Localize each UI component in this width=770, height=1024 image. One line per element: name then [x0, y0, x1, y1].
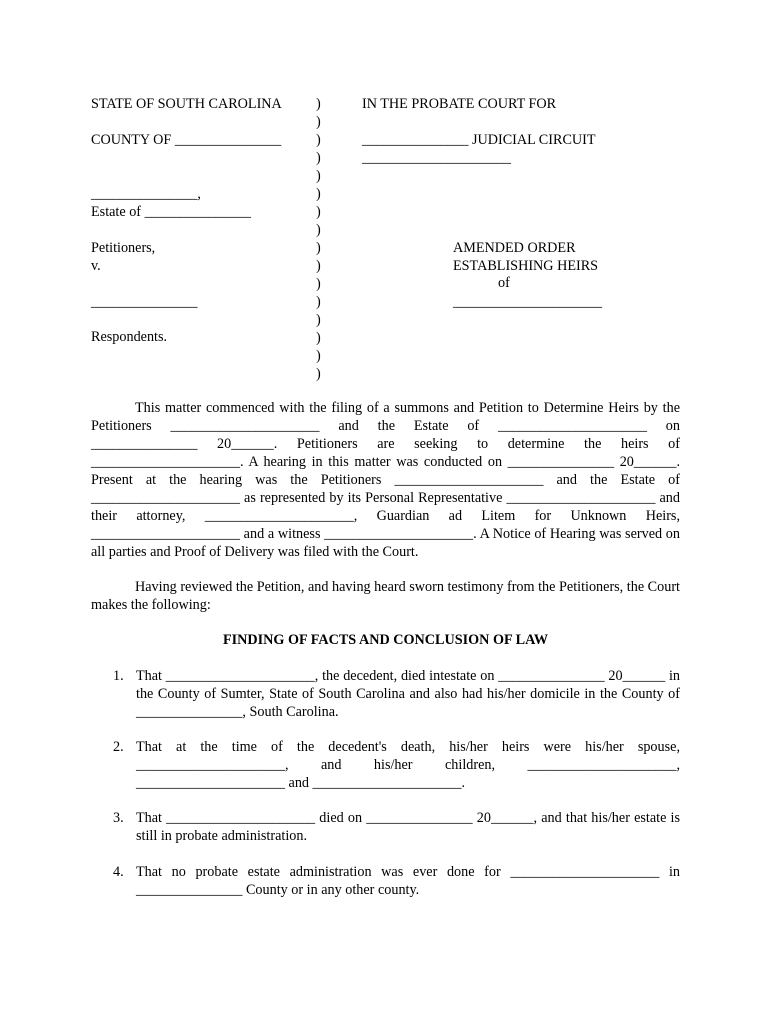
document-title-line3: of	[498, 275, 510, 291]
finding-text: That _____________________, the decedent, died intestate on _______________ 20______ in the County of Sumter, State of South Carolina and also had his/her domicile in the County of _______________, South Carolina.	[136, 668, 684, 720]
versus-label: v.	[91, 258, 101, 274]
caption-paren: )	[316, 204, 321, 220]
finding-number: 1.	[113, 668, 124, 684]
commencement-paragraph: This matter commenced with the filing of a summons and Petition to Determine Heirs by the Petitioners _____________________ and the Estate of _____________________ on _______________ 20______. Petitioners are seeking to determine the heirs of _____________________. A hearing in this matter was conducted on _______________ 20______. Present at the hearing was the Petitioners _____________________ and the Estate of _____________________ as represented by its Personal Representative _____________________ and their attorney, _____________________, Guardian ad Litem for Unknown Heirs, _____________________ and a witness _____________________. A Notice of Hearing was served on all parties and Proof of Delivery was filed with the Court.	[91, 400, 684, 560]
finding-number: 2.	[113, 739, 124, 755]
finding-number: 4.	[113, 864, 124, 880]
estate-of-label: Estate of _______________	[91, 204, 251, 220]
document-title-line2: ESTABLISHING HEIRS	[453, 258, 599, 274]
findings-heading: FINDING OF FACTS AND CONCLUSION OF LAW	[222, 632, 549, 648]
finding-number: 3.	[113, 810, 124, 826]
county-label: COUNTY OF _______________	[91, 132, 282, 148]
respondents-label: Respondents.	[91, 329, 168, 345]
caption-paren: )	[316, 330, 321, 346]
caption-paren: )	[316, 222, 321, 238]
caption-paren: )	[316, 348, 321, 364]
state-label: STATE OF SOUTH CAROLINA	[91, 96, 282, 112]
caption-paren: )	[316, 276, 321, 292]
review-paragraph: Having reviewed the Petition, and having heard sworn testimony from the Petitioners, the Court makes the following:	[91, 579, 684, 613]
caption-paren: )	[316, 114, 321, 130]
judicial-circuit-blank: _____________________	[362, 150, 511, 166]
finding-text: That _____________________ died on _______________ 20______, and that his/her estate is still in probate administration.	[136, 810, 684, 844]
caption-paren: )	[316, 168, 321, 184]
finding-text: That at the time of the decedent's death, his/her heirs were his/her spouse, _____________________, and his/her children, _____________________, _____________________ and _____________________.	[136, 739, 684, 791]
caption-paren: )	[316, 240, 321, 256]
caption-paren: )	[316, 312, 321, 328]
court-label: IN THE PROBATE COURT FOR	[362, 96, 557, 112]
document-title-blank: _____________________	[453, 294, 602, 310]
judicial-circuit-label: _______________ JUDICIAL CIRCUIT	[362, 132, 596, 148]
caption-paren: )	[316, 96, 321, 112]
party-name-blank: _______________,	[91, 186, 201, 202]
petitioners-label: Petitioners,	[91, 240, 156, 256]
respondent-name-blank: _______________	[91, 294, 198, 310]
document-title-line1: AMENDED ORDER	[453, 240, 576, 256]
caption-paren: )	[316, 294, 321, 310]
caption-paren: )	[316, 258, 321, 274]
caption-paren: )	[316, 150, 321, 166]
finding-text: That no probate estate administration was ever done for _____________________ in _______________ County or in any other county.	[136, 864, 684, 898]
caption-paren: )	[316, 366, 321, 382]
caption-paren: )	[316, 132, 321, 148]
caption-paren: )	[316, 186, 321, 202]
